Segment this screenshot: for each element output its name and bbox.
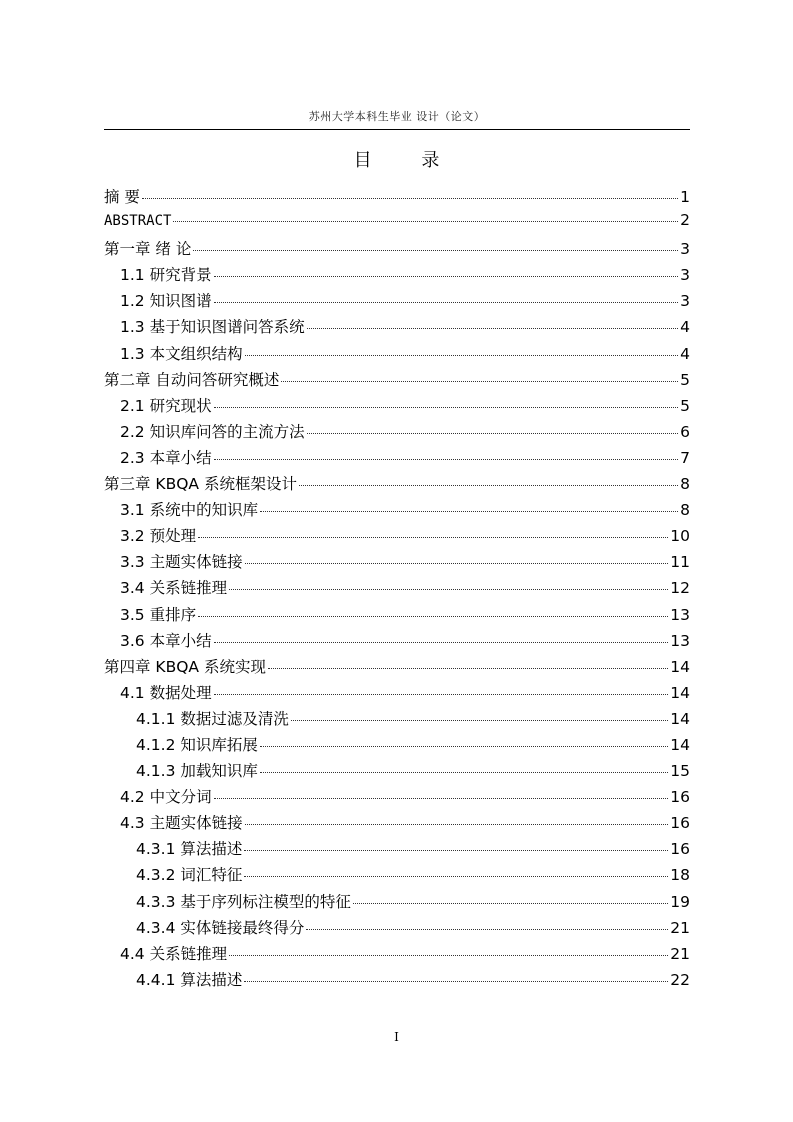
toc-entry-label: 2.1 研究现状 <box>120 396 212 415</box>
toc-entry-3-3[interactable] <box>104 550 690 576</box>
toc-entry-page: 16 <box>670 814 690 833</box>
dot-leader <box>306 929 668 930</box>
toc-entry-label: 第一章 绪 论 <box>104 240 192 259</box>
toc-entry-4-1-1[interactable] <box>104 707 690 733</box>
dot-leader <box>353 903 668 904</box>
dot-leader <box>214 459 679 460</box>
toc-entry-label: 4.1.1 数据过滤及清洗 <box>136 709 289 728</box>
toc-entry-label: 4.2 中文分词 <box>120 788 212 807</box>
dot-leader <box>173 221 678 222</box>
toc-entry-label: 4.4 关系链推理 <box>120 944 228 963</box>
toc-entry-page: 13 <box>670 605 690 624</box>
toc-entry-label: 2.3 本章小结 <box>120 448 212 467</box>
toc-entry-label: 2.2 知识库问答的主流方法 <box>120 422 305 441</box>
toc-entry-page: 16 <box>670 840 690 859</box>
toc-entry-4-3-1[interactable] <box>104 837 690 863</box>
dot-leader <box>307 328 679 329</box>
toc-entry-label: 第三章 KBQA 系统框架设计 <box>104 475 297 494</box>
toc-entry-4-3-4[interactable] <box>104 916 690 942</box>
dot-leader <box>260 772 668 773</box>
toc-entry-page: 4 <box>680 344 690 363</box>
toc-entry-page: 16 <box>670 788 690 807</box>
toc-entry-page: 15 <box>670 762 690 781</box>
dot-leader <box>198 616 668 617</box>
toc-entry-1-3[interactable] <box>104 315 690 341</box>
toc-entry-label: 第四章 KBQA 系统实现 <box>104 657 266 676</box>
toc-entry-page: 18 <box>670 866 690 885</box>
toc-entry-page: 1 <box>680 188 690 206</box>
dot-leader <box>281 381 678 382</box>
dot-leader <box>245 563 669 564</box>
table-of-contents <box>104 185 690 994</box>
page-number: I <box>394 1030 399 1044</box>
dot-leader <box>214 302 679 303</box>
dot-leader <box>268 668 668 669</box>
dot-leader <box>244 981 668 982</box>
toc-entry-label: 1.3 本文组织结构 <box>120 344 243 363</box>
toc-title: 目 录 <box>353 150 462 171</box>
toc-entry-label: 4.3.4 实体链接最终得分 <box>136 918 305 937</box>
toc-entry-label: 3.6 本章小结 <box>120 631 212 650</box>
toc-entry-4-1-3[interactable] <box>104 759 690 785</box>
dot-leader <box>299 485 678 486</box>
toc-entry-page: 8 <box>680 501 690 520</box>
toc-entry-page: 13 <box>670 631 690 650</box>
toc-entry-1-2[interactable] <box>104 289 690 315</box>
dot-leader <box>214 798 669 799</box>
header-rule <box>104 129 690 130</box>
toc-entry-label: 4.1 数据处理 <box>120 683 212 702</box>
toc-entry-page: 12 <box>670 579 690 598</box>
toc-entry-3-1[interactable] <box>104 498 690 524</box>
dot-leader <box>229 589 668 590</box>
toc-entry-chapter-3[interactable] <box>104 472 690 498</box>
toc-entry-chapter-2[interactable] <box>104 368 690 394</box>
toc-entry-page: 22 <box>670 970 690 989</box>
dot-leader <box>193 250 678 251</box>
dot-leader <box>244 850 668 851</box>
toc-entry-2-3[interactable] <box>104 446 690 472</box>
toc-entry-page: 11 <box>670 553 690 572</box>
toc-entry-4-3-3[interactable] <box>104 890 690 916</box>
toc-entry-4-1[interactable] <box>104 681 690 707</box>
dot-leader <box>198 537 668 538</box>
toc-entry-label: 1.3 基于知识图谱问答系统 <box>120 318 305 337</box>
toc-entry-label: 3.4 关系链推理 <box>120 579 228 598</box>
toc-entry-page: 21 <box>670 918 690 937</box>
toc-entry-page: 3 <box>680 292 690 311</box>
dot-leader <box>214 407 679 408</box>
dot-leader <box>260 746 668 747</box>
toc-entry-4-4[interactable] <box>104 942 690 968</box>
toc-entry-label: 3.3 主题实体链接 <box>120 553 243 572</box>
toc-entry-2-1[interactable] <box>104 394 690 420</box>
toc-entry-label: 4.4.1 算法描述 <box>136 970 243 989</box>
toc-entry-3-2[interactable] <box>104 524 690 550</box>
toc-entry-page: 2 <box>680 211 690 230</box>
toc-entry-3-5[interactable] <box>104 603 690 629</box>
toc-entry-chapter-4[interactable] <box>104 655 690 681</box>
toc-entry-page: 4 <box>680 318 690 337</box>
dot-leader <box>260 511 678 512</box>
running-header: 苏州大学本科生毕业 设计（论文） <box>308 110 486 123</box>
toc-entry-4-1-2[interactable] <box>104 733 690 759</box>
toc-entry-label: 摘 要 <box>104 188 140 206</box>
toc-entry-page: 5 <box>680 396 690 415</box>
dot-leader <box>229 955 668 956</box>
toc-entry-label: 3.2 预处理 <box>120 527 197 546</box>
toc-entry-page: 14 <box>670 709 690 728</box>
toc-entry-1-3b[interactable] <box>104 342 690 368</box>
toc-entry-page: 7 <box>680 448 690 467</box>
toc-entry-label: 3.5 重排序 <box>120 605 197 624</box>
toc-entry-label: 4.1.3 加载知识库 <box>136 762 258 781</box>
toc-entry-page: 3 <box>680 266 690 285</box>
toc-entry-3-4[interactable] <box>104 576 690 602</box>
toc-entry-label: 3.1 系统中的知识库 <box>120 501 259 520</box>
toc-entry-3-6[interactable] <box>104 629 690 655</box>
dot-leader <box>214 694 669 695</box>
toc-entry-page: 21 <box>670 944 690 963</box>
dot-leader <box>245 824 669 825</box>
toc-entry-label: 4.3 主题实体链接 <box>120 814 243 833</box>
toc-entry-page: 10 <box>670 527 690 546</box>
toc-entry-4-3[interactable] <box>104 811 690 837</box>
toc-entry-4-3-2[interactable] <box>104 863 690 889</box>
toc-entry-chapter-1[interactable] <box>104 237 690 263</box>
toc-entry-4-2[interactable] <box>104 785 690 811</box>
dot-leader <box>307 433 679 434</box>
dot-leader <box>245 355 679 356</box>
dot-leader <box>142 198 678 199</box>
dot-leader <box>214 642 669 643</box>
toc-entry-label: 第二章 自动问答研究概述 <box>104 370 280 389</box>
toc-entry-page: 5 <box>680 370 690 389</box>
toc-entry-2-2[interactable] <box>104 420 690 446</box>
toc-entry-label: 4.3.3 基于序列标注模型的特征 <box>136 892 351 911</box>
toc-entry-page: 14 <box>670 735 690 754</box>
toc-entry-page: 8 <box>680 475 690 494</box>
dot-leader <box>291 720 668 721</box>
toc-entry-label: ABSTRACT <box>104 213 172 230</box>
toc-entry-page: 6 <box>680 422 690 441</box>
dot-leader <box>214 276 679 277</box>
toc-entry-label: 4.3.2 词汇特征 <box>136 866 243 885</box>
toc-entry-label: 4.3.1 算法描述 <box>136 840 243 859</box>
toc-entry-abstract-cn[interactable] <box>104 185 690 211</box>
toc-entry-page: 3 <box>680 240 690 259</box>
toc-entry-label: 4.1.2 知识库拓展 <box>136 735 258 754</box>
toc-entry-4-4-1[interactable] <box>104 968 690 994</box>
toc-entry-page: 19 <box>670 892 690 911</box>
dot-leader <box>244 876 668 877</box>
toc-entry-1-1[interactable] <box>104 263 690 289</box>
toc-entry-label: 1.2 知识图谱 <box>120 292 212 311</box>
toc-entry-page: 14 <box>670 657 690 676</box>
toc-entry-label: 1.1 研究背景 <box>120 266 212 285</box>
toc-entry-page: 14 <box>670 683 690 702</box>
toc-entry-abstract-en[interactable] <box>104 211 690 237</box>
